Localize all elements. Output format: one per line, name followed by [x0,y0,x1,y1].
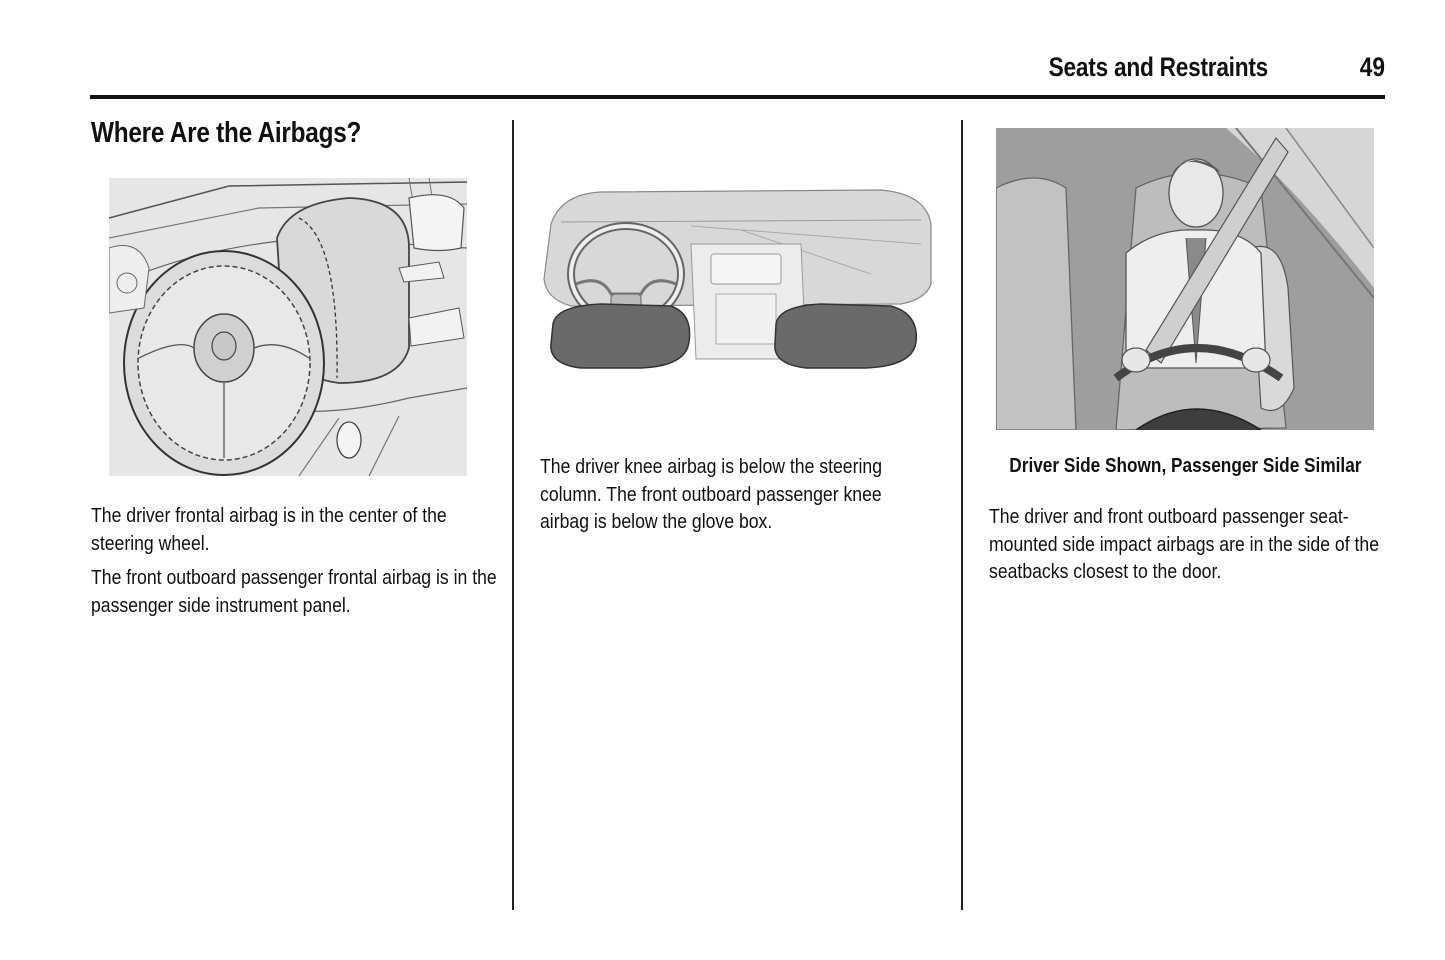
page-number: 49 [1359,52,1385,82]
paragraph-passenger-frontal: The front outboard passenger frontal airbag is in the passenger side instrument panel. [91,566,497,617]
column-divider-right [961,120,963,910]
knee-airbag-illustration [541,184,934,372]
side-impact-airbag-illustration [996,128,1374,430]
column-divider-left [512,120,514,910]
section-heading: Where Are the Airbags? [91,117,362,149]
figure-caption: Driver Side Shown, Passenger Side Similar [1009,454,1362,477]
paragraph-driver-frontal: The driver frontal airbag is in the center of the steering wheel. [91,504,447,555]
frontal-airbag-illustration [109,178,467,476]
header-rule [90,95,1385,99]
header-section-title: Seats and Restraints [1048,52,1268,82]
paragraph-side-impact: The driver and front outboard passenger seat-mounted side impact airbags are in the side of the seatbacks closest to the door. [989,505,1380,583]
paragraph-knee-airbags: The driver knee airbag is below the steering column. The front outboard passenger knee airbag is below the glove box. [540,455,883,533]
